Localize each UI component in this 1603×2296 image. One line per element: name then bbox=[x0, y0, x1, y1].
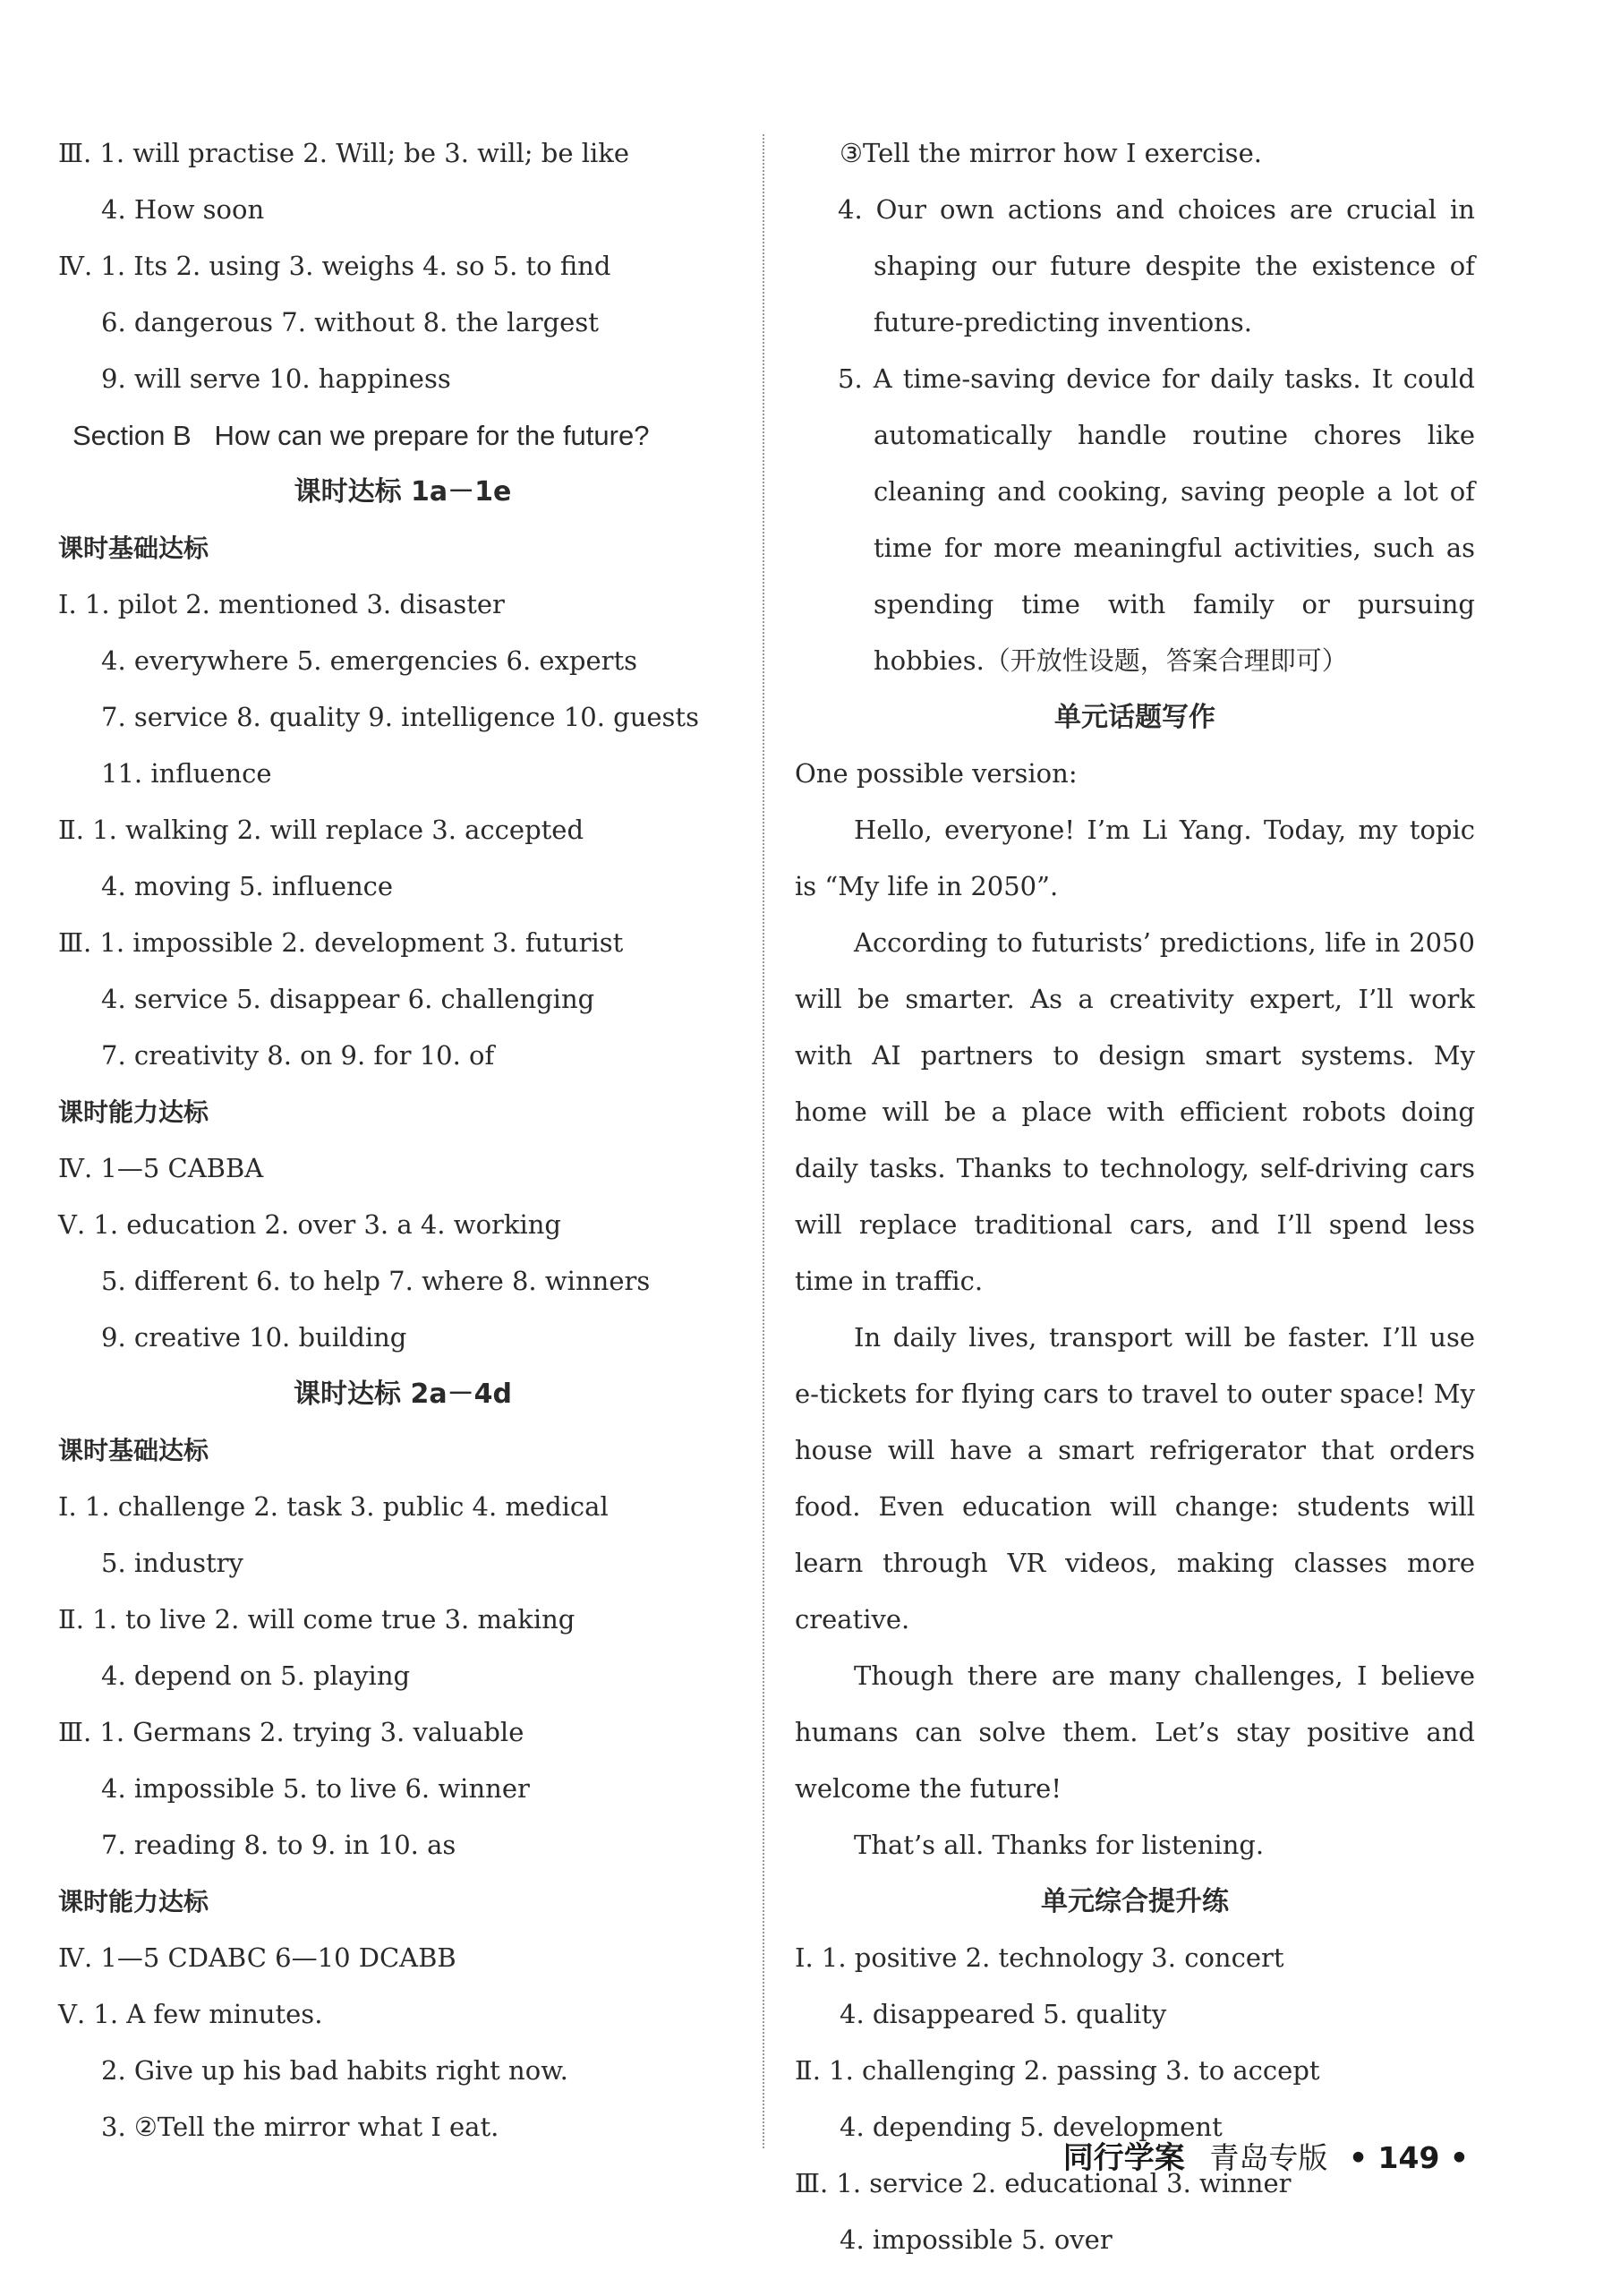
answer-line: 4. How soon bbox=[101, 194, 265, 225]
lesson-title: 课时达标 2a－4d bbox=[294, 1378, 512, 1410]
answer-line: Ⅲ. 1. will practise 2. Will; be 3. will; be like bbox=[58, 138, 629, 168]
answer-line: Ⅰ. 1. positive 2. technology 3. concert bbox=[795, 1942, 1284, 1973]
subsection-heading: 课时基础达标 bbox=[58, 1436, 209, 1465]
answer-line: Ⅲ. 1. impossible 2. development 3. futurist bbox=[58, 927, 624, 958]
answer-line: Ⅰ. 1. pilot 2. mentioned 3. disaster bbox=[58, 589, 505, 619]
answer-line: ③Tell the mirror how I exercise. bbox=[840, 138, 1262, 168]
essay-paragraph: Hello, everyone! I’m Li Yang. Today, my topic is “My life in 2050”. bbox=[795, 815, 1475, 901]
answer-line: 4. service 5. disappear 6. challenging bbox=[101, 984, 595, 1014]
answer-line: 4. impossible 5. over bbox=[840, 2224, 1113, 2255]
answer-line: 7. reading 8. to 9. in 10. as bbox=[101, 1830, 456, 1860]
essay-paragraph: In daily lives, transport will be faster. I’ll use e-tickets for flying cars to travel to outer space! My house will have a smart refrigerator that orders food. Even education will change: students will learn through VR videos, making classes more creative. bbox=[795, 1322, 1475, 1635]
answer-line: 4. moving 5. influence bbox=[101, 871, 394, 901]
sample-essay bbox=[795, 802, 1475, 1874]
answer-line: 5. industry bbox=[101, 1548, 243, 1578]
answer-line: Ⅱ. 1. challenging 2. passing 3. to accept bbox=[795, 2055, 1320, 2086]
answer-line: 11. influence bbox=[101, 758, 272, 789]
right-column bbox=[795, 125, 1475, 2268]
answer-line: 4. impossible 5. to live 6. winner bbox=[101, 1773, 530, 1804]
page-footer bbox=[1063, 2131, 1469, 2185]
answer-line: 4. depend on 5. playing bbox=[101, 1660, 411, 1691]
section-heading: Section B How can we prepare for the future? bbox=[72, 420, 650, 451]
left-column bbox=[58, 125, 747, 2155]
answer-line: 7. service 8. quality 9. intelligence 10. guests bbox=[101, 702, 699, 732]
answer-line: 4. disappeared 5. quality bbox=[840, 1999, 1167, 2029]
answer-line: Ⅲ. 1. Germans 2. trying 3. valuable bbox=[58, 1717, 524, 1747]
answer-line: Ⅲ. 1. service 2. educational 3. winner bbox=[795, 2168, 1292, 2198]
answer-line: 9. will serve 10. happiness bbox=[101, 363, 451, 394]
footer-edition: 青岛专版 bbox=[1209, 2140, 1328, 2175]
answer-line: Ⅳ. 1—5 CDABC 6—10 DCABB bbox=[58, 1942, 456, 1973]
answer-item-4: 4. Our own actions and choices are crucial in shaping our future despite the existence of future-predicting inventions. bbox=[838, 194, 1475, 337]
answer-line: 4. everywhere 5. emergencies 6. experts bbox=[101, 645, 638, 676]
page-number: • 149 • bbox=[1348, 2140, 1469, 2175]
writing-section-title: 单元话题写作 bbox=[1054, 702, 1215, 733]
column-divider bbox=[763, 134, 764, 2148]
subsection-heading: 课时基础达标 bbox=[58, 533, 209, 563]
answer-line: Ⅱ. 1. to live 2. will come true 3. making bbox=[58, 1604, 576, 1635]
review-section-title: 单元综合提升练 bbox=[1041, 1886, 1229, 1917]
answer-line: Ⅴ. 1. education 2. over 3. a 4. working bbox=[58, 1209, 561, 1240]
subsection-heading: 课时能力达标 bbox=[58, 1887, 209, 1916]
answer-item-5: 5. A time-saving device for daily tasks. It could automatically handle routine chores like cleaning and cooking, saving people a lot of time for more meaningful activities, such as spending time with family or pursuing hobbies.（开放性设题，答案合理即可） bbox=[838, 363, 1475, 676]
essay-paragraph: According to futurists’ predictions, life in 2050 will be smarter. As a creativity expert, I’ll work with AI partners to design smart systems. My home will be a place with efficient robots doing daily tasks. Thanks to technology, self-driving cars will replace traditional cars, and I’ll spend less time in traffic. bbox=[795, 927, 1475, 1296]
version-label: One possible version: bbox=[795, 758, 1078, 789]
essay-paragraph: That’s all. Thanks for listening. bbox=[854, 1830, 1265, 1860]
answer-line: 4. depending 5. development bbox=[840, 2112, 1223, 2142]
answer-line: 3. ②Tell the mirror what I eat. bbox=[101, 2112, 499, 2142]
answer-line: Ⅴ. 1. A few minutes. bbox=[58, 1999, 323, 2029]
answer-line: 5. different 6. to help 7. where 8. winners bbox=[101, 1266, 651, 1296]
footer-brand: 同行学案 bbox=[1062, 2140, 1185, 2176]
lesson-title: 课时达标 1a－1e bbox=[294, 476, 512, 508]
subsection-heading: 课时能力达标 bbox=[58, 1097, 209, 1127]
answer-line: 9. creative 10. building bbox=[101, 1322, 407, 1353]
answer-line: 7. creativity 8. on 9. for 10. of bbox=[101, 1040, 495, 1071]
answer-line: 2. Give up his bad habits right now. bbox=[101, 2055, 568, 2086]
answer-line: Ⅳ. 1—5 CABBA bbox=[58, 1153, 264, 1183]
answer-line: 6. dangerous 7. without 8. the largest bbox=[101, 307, 599, 337]
answer-line: Ⅰ. 1. challenge 2. task 3. public 4. medical bbox=[58, 1491, 609, 1522]
answer-line: Ⅳ. 1. Its 2. using 3. weighs 4. so 5. to find bbox=[58, 251, 611, 281]
essay-paragraph: Though there are many challenges, I believe humans can solve them. Let’s stay positive and welcome the future! bbox=[795, 1660, 1475, 1804]
answer-line: Ⅱ. 1. walking 2. will replace 3. accepted bbox=[58, 815, 584, 845]
